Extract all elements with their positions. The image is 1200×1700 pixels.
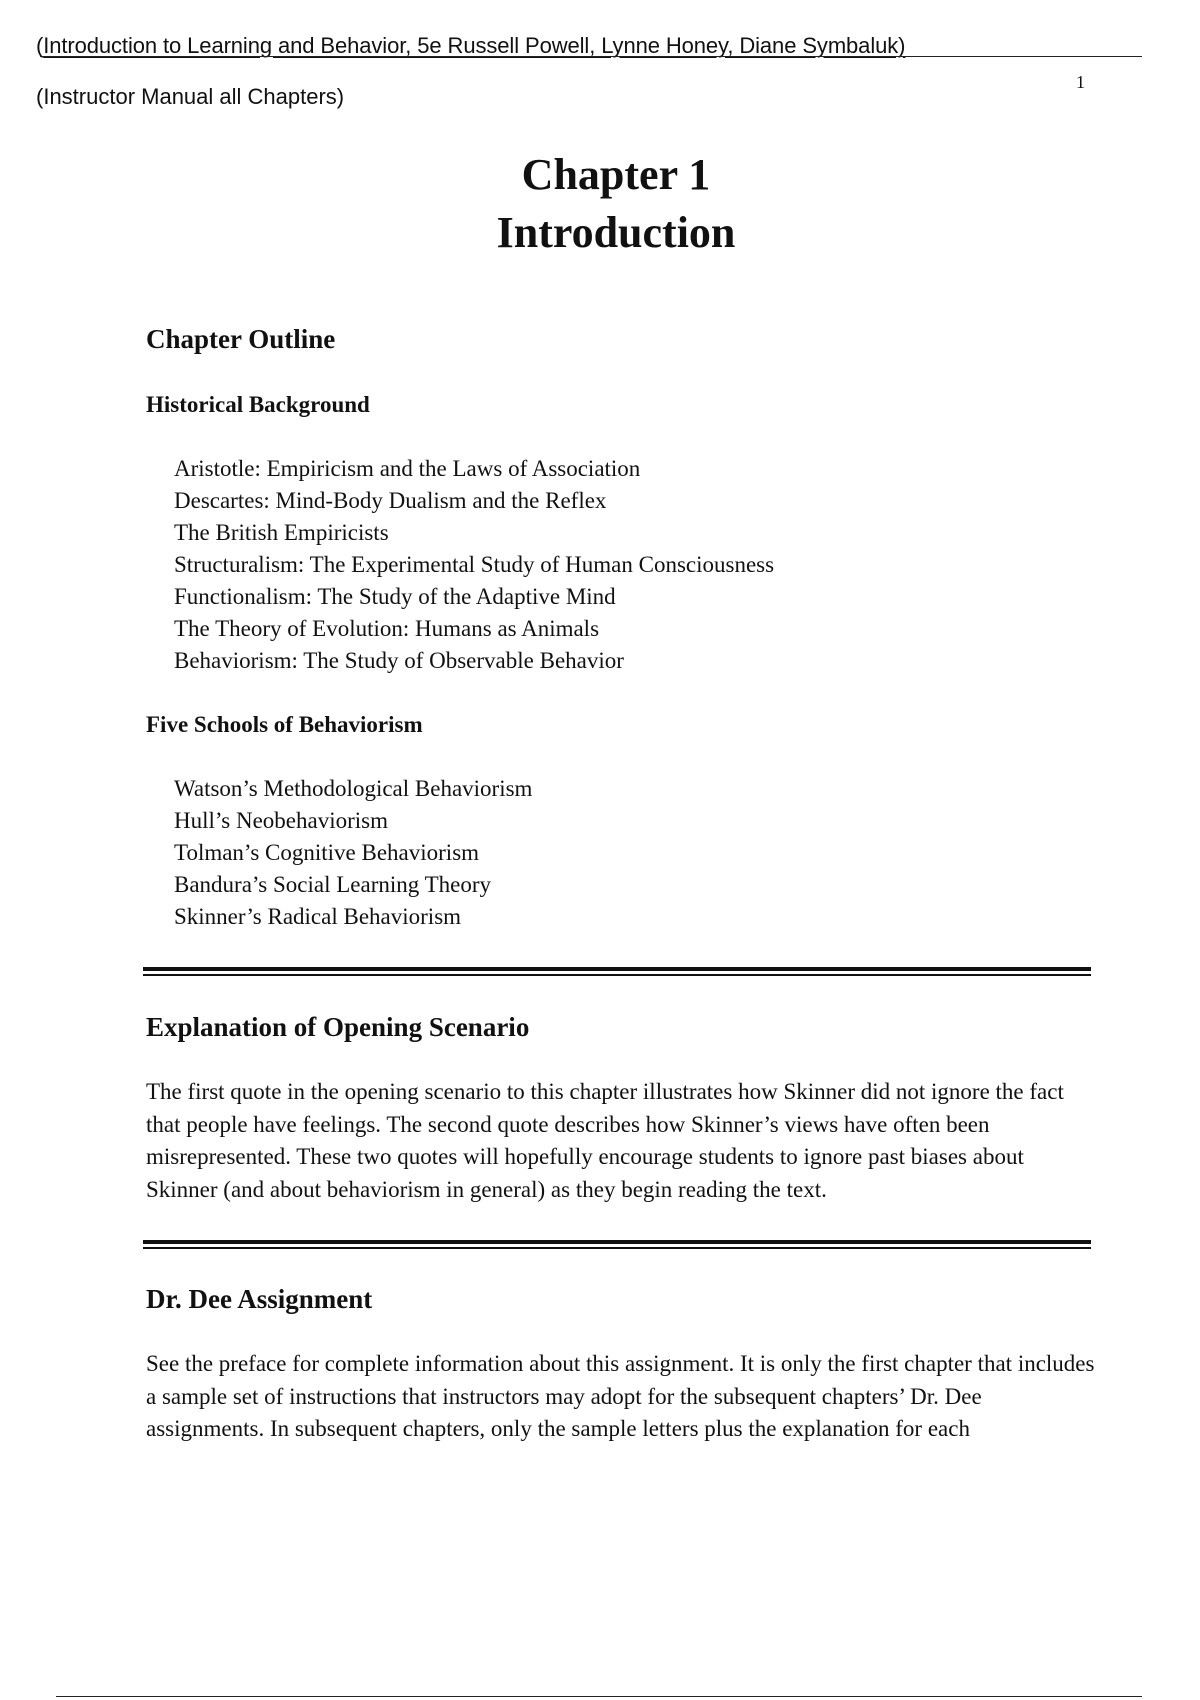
list-item: Skinner’s Radical Behaviorism — [174, 904, 462, 929]
opening-scenario-body: The first quote in the opening scenario to this chapter illustrates how Skinner did not ignore the fact that people have feelings. The second quote describes how Skinner’s views have often been misrepresented. These two quotes will hopefully encourage students to ignore past biases about Skinner (and about behaviorism in general) as they begin reading the text. — [146, 1079, 1064, 1202]
list-item: The Theory of Evolution: Humans as Animals — [174, 616, 600, 641]
historical-background-heading: Historical Background — [146, 392, 370, 417]
list-item: Descartes: Mind-Body Dualism and the Reflex — [174, 488, 607, 513]
divider-thick-line — [143, 967, 1091, 971]
section-divider — [143, 1240, 1091, 1249]
list-item: Behaviorism: The Study of Observable Behavior — [174, 648, 624, 673]
list-item: Bandura’s Social Learning Theory — [174, 872, 492, 897]
header-rule — [40, 56, 1142, 57]
dr-dee-body: See the preface for complete information about this assignment. It is only the first chapter that includes a sample set of instructions that instructors may adopt for the subsequent chapters’ Dr. Dee assignments. In subsequent chapters, only the sample letters plus the explanation for each — [146, 1351, 1095, 1441]
list-item: Watson’s Methodological Behaviorism — [174, 776, 533, 801]
chapter-title — [0, 146, 1200, 262]
divider-thin-line — [143, 974, 1091, 976]
five-schools-list — [174, 773, 532, 933]
page-number: 1 — [1076, 72, 1085, 92]
list-item: Tolman’s Cognitive Behaviorism — [174, 840, 480, 865]
list-item: Aristotle: Empiricism and the Laws of Association — [174, 456, 641, 481]
list-item: The British Empiricists — [174, 520, 389, 545]
chapter-outline-heading: Chapter Outline — [146, 324, 336, 354]
five-schools-heading: Five Schools of Behaviorism — [146, 712, 423, 737]
opening-scenario-heading: Explanation of Opening Scenario — [146, 1012, 530, 1042]
list-item: Functionalism: The Study of the Adaptive Mind — [174, 584, 616, 609]
chapter-name: Introduction — [496, 208, 736, 257]
divider-thin-line — [143, 1247, 1091, 1249]
section-divider — [143, 967, 1091, 976]
list-item: Hull’s Neobehaviorism — [174, 808, 388, 833]
running-header-paren: ( — [36, 33, 44, 58]
running-header-subtitle: (Instructor Manual all Chapters) — [36, 84, 345, 109]
chapter-label: Chapter 1 — [521, 150, 711, 199]
dr-dee-heading: Dr. Dee Assignment — [146, 1284, 373, 1314]
divider-thick-line — [143, 1240, 1091, 1244]
list-item: Structuralism: The Experimental Study of Human Consciousness — [174, 552, 775, 577]
running-header-book-title: Introduction to Learning and Behavior, 5e Russell Powell, Lynne Honey, Diane Symbaluk) — [43, 33, 906, 58]
footer-rule — [56, 1696, 1142, 1697]
historical-background-list — [174, 453, 774, 677]
